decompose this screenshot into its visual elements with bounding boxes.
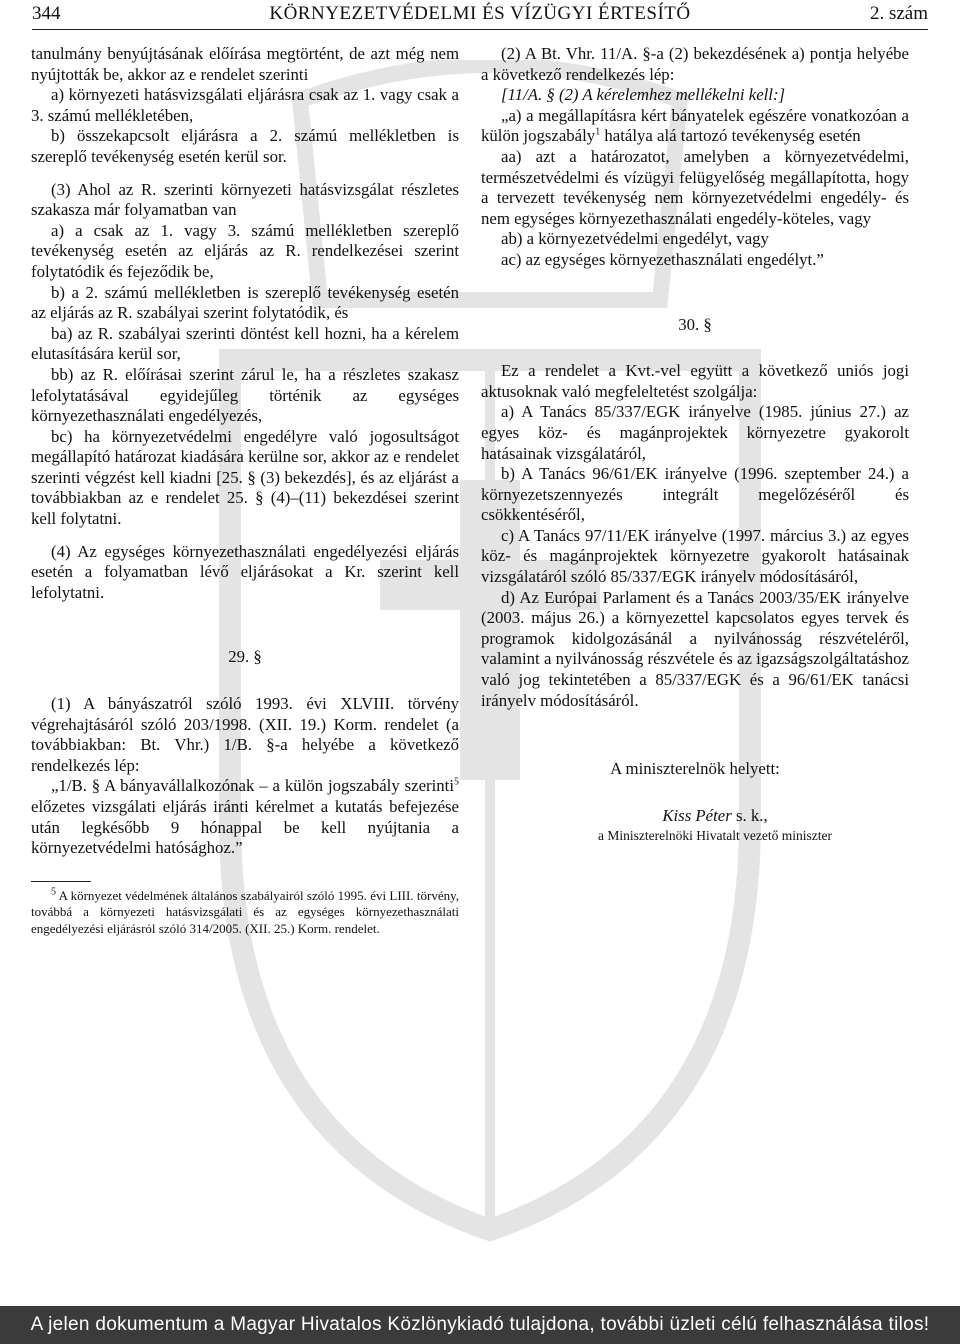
paragraph: d) Az Európai Parlament és a Tanács 2003/35/EK irányelve (2003. május 26.) a környezettel kapcsolatos egyes tervek és programok kidolgozásánál a nyilvánosság részvételéről, valamint a nyilvánosság részvétele és az igazságszolgáltatáshoz való jog tekintetében a 85/337/EGK és a 96/61/EK tanácsi irányelv módosításáról. <box>481 587 909 710</box>
footnote-ref[interactable]: 1 <box>595 126 601 138</box>
paragraph: bb) az R. előírásai szerint zárul le, ha a részletes szakasz lefolytatásával egyidejűleg történik az egységes környezethasználati engedélyezés, <box>31 364 459 426</box>
paragraph: b) A Tanács 96/61/EK irányelve (1996. szeptember 24.) a környezetszennyezés integrált megelőzéséről és csökkentéséről, <box>481 464 909 525</box>
paragraph: ab) a környezetvédelmi engedélyt, vagy <box>501 229 769 249</box>
header-rule <box>32 29 928 30</box>
paragraph: b) a 2. számú mellékletben is szereplő tevékenység esetén az eljárás az R. szabályai szerint folytatódik, és <box>31 282 459 323</box>
section-heading: 29. § <box>228 647 262 667</box>
signer-rank: a Miniszterelnöki Hivatalt vezető miniszter <box>598 828 832 844</box>
paragraph: c) A Tanács 97/11/EK irányelve (1997. március 3.) az egyes köz- és magánprojektek környezetre gyakorolt hatásainak vizsgálatáról szóló 85/337/EGK irányelv módosításáról, <box>481 525 909 587</box>
paragraph: bc) ha környezetvédelmi engedélyre való jogosultságot megállapító határozat kiadására kerülne sor, akkor az e rendelet szerinti végzést kell kiadni [25. § (3) bekezdés], és az eljárást a továbbiakban az e rendelet 25. § (4)–(11) bekezdései szerint kell folytatni. <box>31 426 459 529</box>
paragraph: (3) Ahol az R. szerinti környezeti hatásvizsgálat részletes szakasza már folyamatban van <box>31 179 459 220</box>
section-heading: 30. § <box>678 314 712 334</box>
paragraph: b) összekapcsolt eljárásra a 2. számú mellékletben is szereplő tevékenység esetén kerül sor. <box>31 126 459 166</box>
paragraph <box>481 106 909 147</box>
paragraph: aa) azt a határozatot, amelyben a környezetvédelmi, természetvédelmi és vízügyi felügyelőség megállapította, hogy a tervezett tevékenység nem környezetvédelmi engedély- és nem egységes környezethasználati engedély-köteles, vagy <box>481 146 909 228</box>
journal-title: KÖRNYEZETVÉDELMI ÉS VÍZÜGYI ÉRTESÍTŐ <box>269 3 691 24</box>
footnote-number: 5 <box>51 886 56 898</box>
paragraph-text: hatálya alá tartozó tevékenység esetén <box>600 126 861 146</box>
footnote-rule <box>31 881 91 882</box>
paragraph <box>31 776 459 858</box>
paragraph: Ez a rendelet a Kvt.-vel együtt a következő uniós jogi aktusoknak való megfeleltetést szolgálja: <box>481 361 909 401</box>
paragraph: tanulmány benyújtásának előírása megtörtént, de azt még nem nyújtották be, akkor az e rendelet szerinti <box>31 44 459 84</box>
issue-number: 2. szám <box>869 3 928 24</box>
signature <box>481 806 909 827</box>
signer-suffix: s. k., <box>731 805 768 825</box>
footnote-ref[interactable]: 5 <box>454 776 459 788</box>
footnote-text: A környezet védelmének általános szabályairól szóló 1995. évi LIII. törvény, továbbá a környezeti hatásvizsgálati és az egységes környezethasználati engedélyezési eljárásról szóló 314/2005. (XII. 25.) Korm. rendelet. <box>31 887 459 936</box>
right-column <box>481 44 909 847</box>
page-header <box>32 0 928 34</box>
left-column <box>31 44 459 937</box>
paragraph-text: előzetes vizsgálati eljárás iránti kérelmet a kutatás befejezése után legkésőbb 9 hónappal be kell nyújtania a környezetvédelmi hatósághoz.” <box>31 797 459 858</box>
paragraph-text: „1/B. § A bányavállalkozónak – a külön jogszabály szerinti <box>51 776 454 796</box>
paragraph-text: „a) a megállapításra kért bányatelek egészére vonatkozóan a külön jogszabály <box>481 105 909 146</box>
paragraph: (4) Az egységes környezethasználati engedélyezési eljárás esetén a folyamatban lévő eljárásokat a Kr. szerint kell lefolytatni. <box>31 541 459 602</box>
paragraph: a) A Tanács 85/337/EGK irányelve (1985. június 27.) az egyes köz- és magánprojektek környezetre gyakorolt hatásainak vizsgálatáról, <box>481 402 909 463</box>
paragraph: (2) A Bt. Vhr. 11/A. §-a (2) bekezdésének a) pontja helyébe a következő rendelkezés lép: <box>481 44 909 84</box>
paragraph: [11/A. § (2) A kérelemhez mellékelni kell:] <box>501 85 786 105</box>
paragraph: a) a csak az 1. vagy 3. számú mellékletben szereplő tevékenység esetén az eljárás az R. rendelkezései szerint folytatódik és fejeződik be, <box>31 220 459 281</box>
paragraph: ba) az R. szabályai szerinti döntést kell hozni, ha a kérelem elutasítására kerül sor, <box>31 323 459 364</box>
paragraph: (1) A bányászatról szóló 1993. évi XLVIII. törvény végrehajtásáról szóló 203/1998. (XII. 19.) Korm. rendelet (a továbbiakban: Bt. Vhr.) 1/B. §-a helyébe a következő rendelkezés lép: <box>31 694 459 775</box>
copyright-footer: A jelen dokumentum a Magyar Hivatalos Közlönykiadó tulajdona, további üzleti célú felhasználása tilos! <box>0 1306 960 1344</box>
signer-title: A miniszterelnök helyett: <box>610 759 780 779</box>
paragraph: ac) az egységes környezethasználati engedélyt.” <box>501 249 824 269</box>
page-number: 344 <box>32 3 61 24</box>
footnote <box>31 888 459 938</box>
signer-name: Kiss Péter <box>662 805 732 825</box>
paragraph: a) környezeti hatásvizsgálati eljárásra csak az 1. vagy csak a 3. számú mellékletében, <box>31 85 459 125</box>
